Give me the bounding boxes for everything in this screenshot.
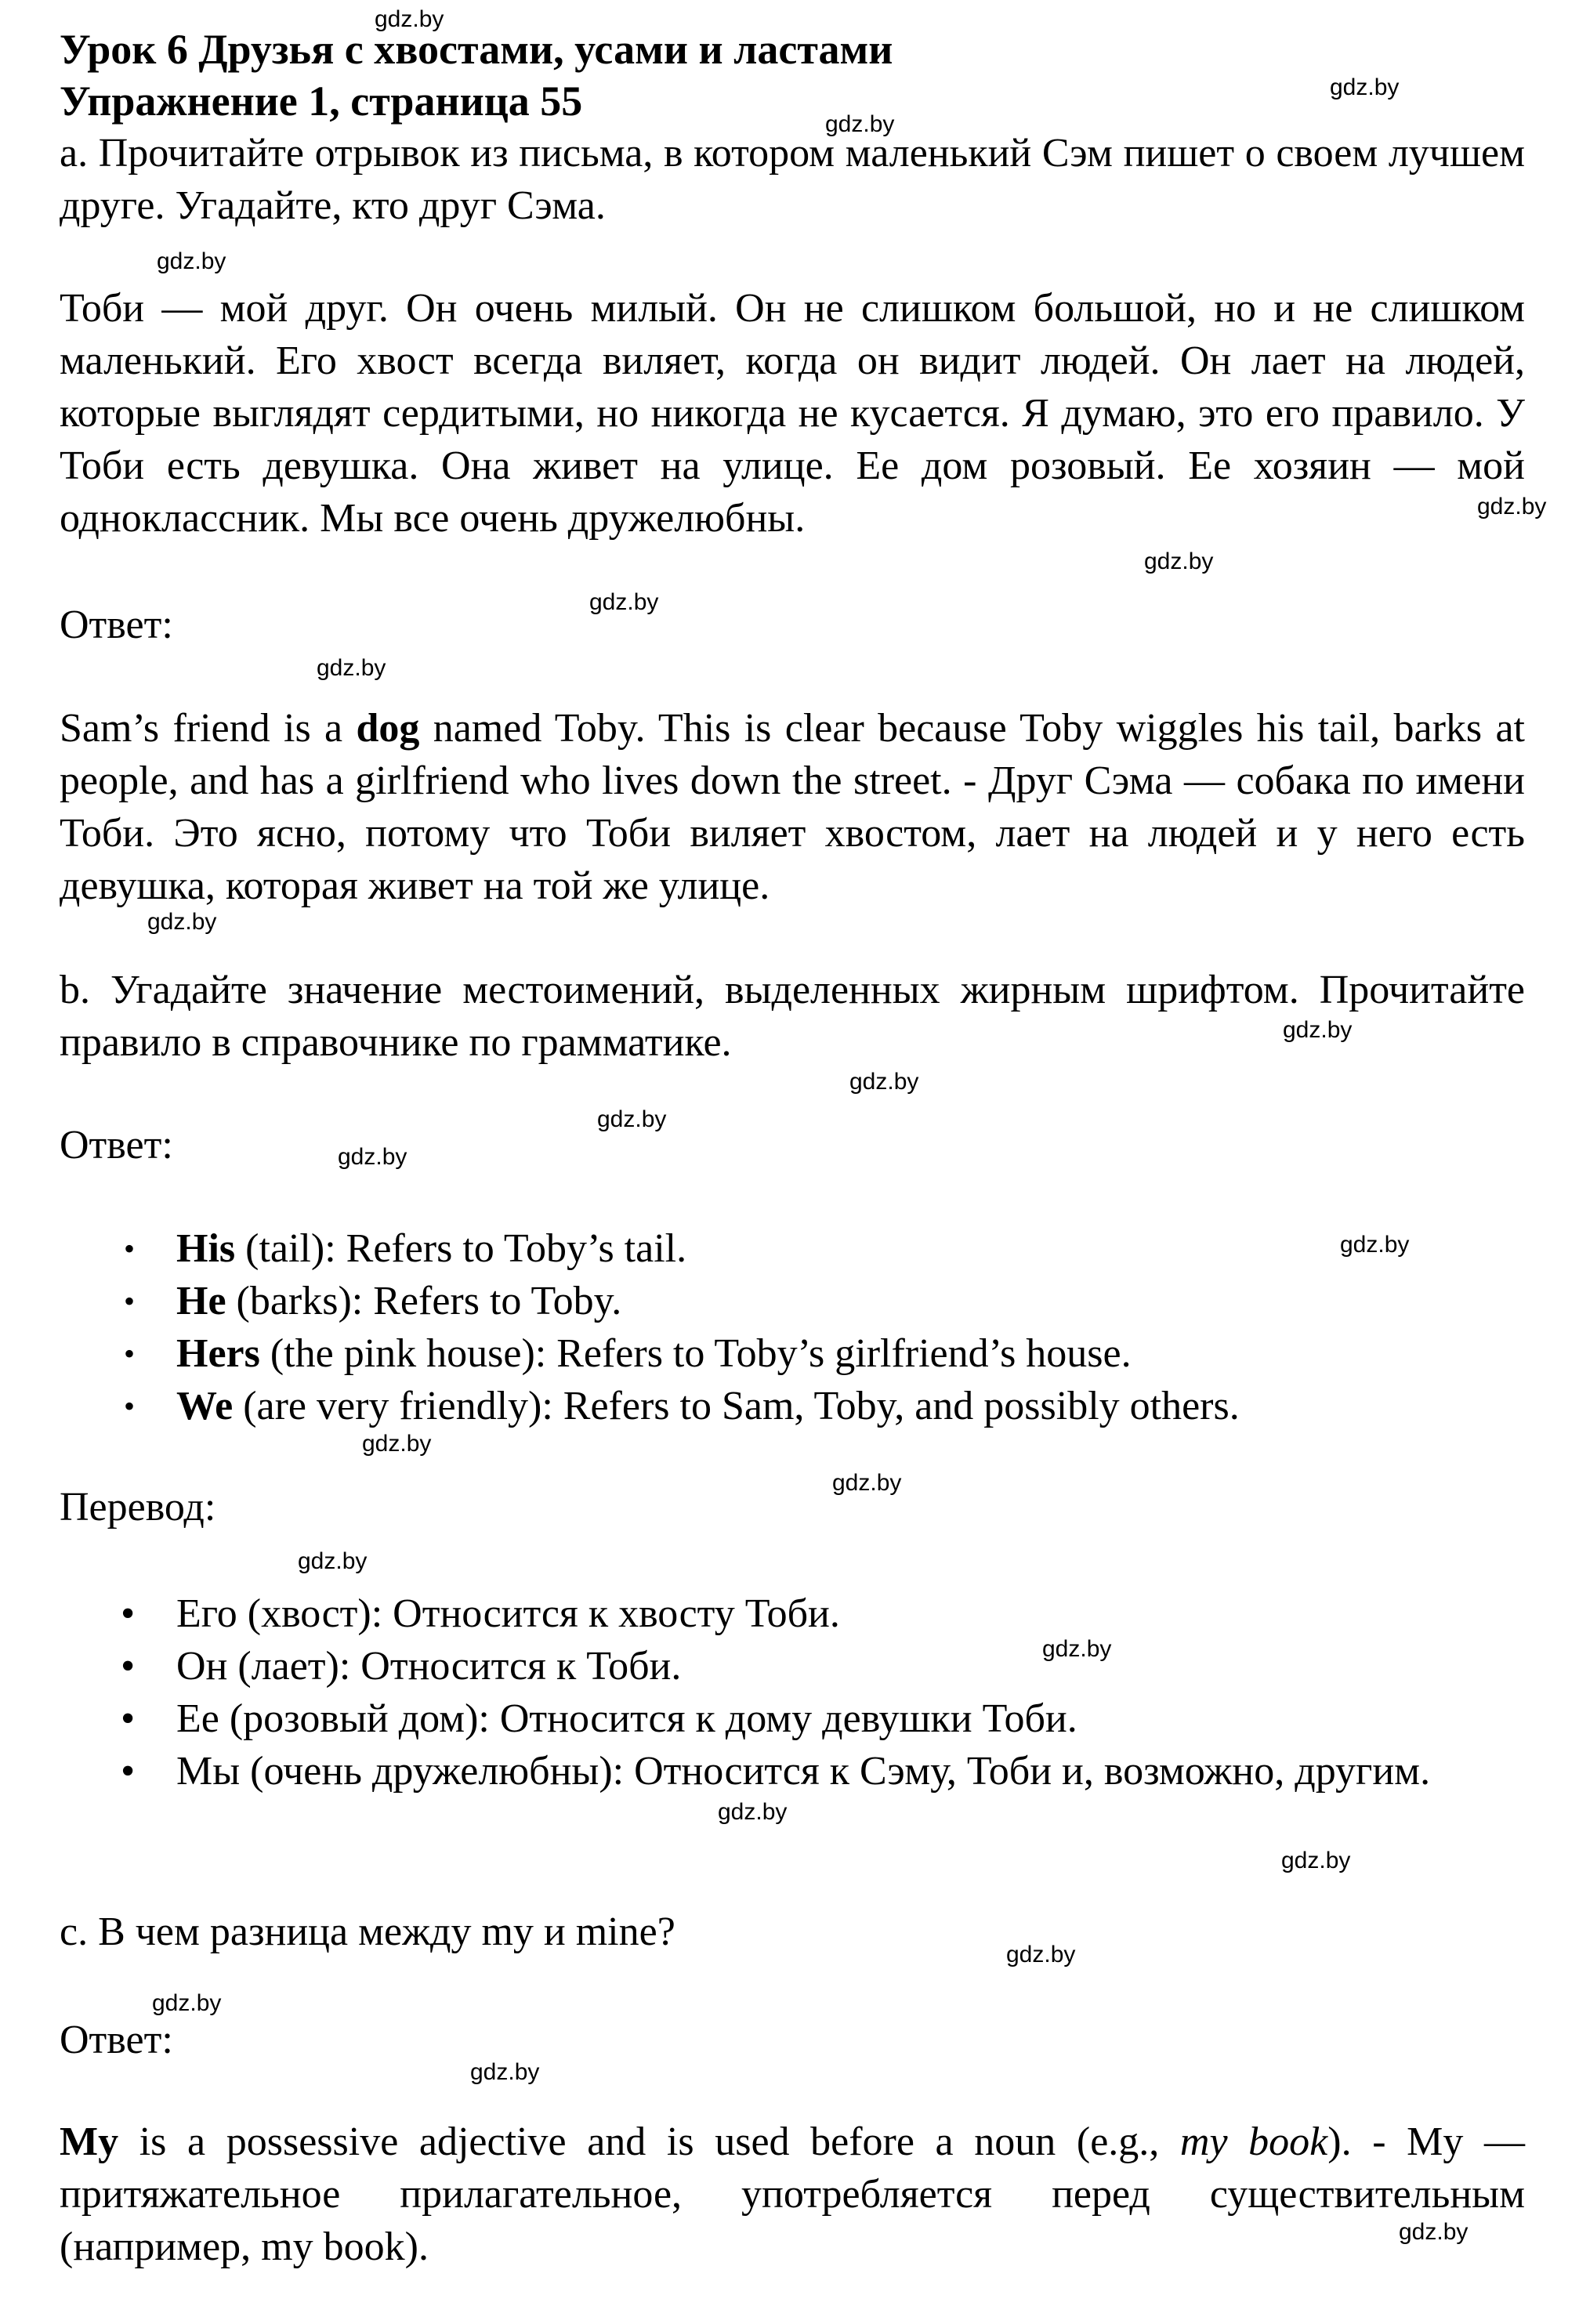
pronoun-list	[60, 1222, 1525, 1432]
list-item	[60, 1380, 1525, 1432]
pronoun-explanation: (barks): Refers to Toby.	[226, 1279, 622, 1323]
task-c-answer	[60, 2116, 1525, 2273]
answer-text: Sam’s friend is a	[60, 706, 357, 751]
task-b-answer-label: Ответ:	[60, 1123, 173, 1167]
pronoun-explanation: (tail): Refers to Toby’s tail.	[235, 1226, 687, 1271]
bullet: •	[124, 1283, 136, 1319]
list-item	[60, 1327, 1525, 1380]
pronoun-term: His	[176, 1226, 236, 1271]
watermark: gdz.by	[1330, 74, 1400, 100]
task-a-prompt: a. Прочитайте отрывок из письма, в котором маленький Сэм пишет о своем лучшем друге. Угадайте, кто друг Сэма.	[60, 131, 1525, 228]
task-a-letter: Тоби — мой друг. Он очень милый. Он не слишком большой, но и не слишком маленький. Его хвост всегда виляет, когда он видит людей. Он лает на людей, которые выглядят сердитыми, но никогда не кусается. Я думаю, это его правило. У Тоби есть девушка. Она живет на улице. Ее дом розовый. Ее хозяин — мой одноклассник. Мы все очень дружелюбны.	[60, 286, 1525, 541]
list-item	[60, 1587, 1525, 1640]
watermark: gdz.by	[1283, 1017, 1353, 1043]
bullet: •	[121, 1696, 136, 1741]
bullet: •	[124, 1388, 136, 1424]
watermark: gdz.by	[1006, 1942, 1076, 1967]
task-c-answer-label: Ответ:	[60, 2018, 173, 2062]
list-item	[60, 1222, 1525, 1275]
bullet: •	[124, 1336, 136, 1371]
pronoun-term: Hers	[176, 1331, 260, 1376]
watermark: gdz.by	[832, 1470, 902, 1496]
translation-text: Ее (розовый дом): Относится к дому девушки Тоби.	[176, 1696, 1077, 1741]
watermark: gdz.by	[298, 1548, 368, 1574]
exercise-title: Упражнение 1, страница 55	[60, 78, 583, 125]
watermark: gdz.by	[362, 1431, 432, 1457]
watermark: gdz.by	[375, 6, 444, 32]
pronoun-term: He	[176, 1279, 226, 1323]
list-item	[60, 1275, 1525, 1327]
watermark: gdz.by	[317, 655, 386, 681]
watermark: gdz.by	[1340, 1232, 1410, 1258]
watermark: gdz.by	[338, 1144, 407, 1170]
translation-text: Он (лает): Относится к Тоби.	[176, 1644, 682, 1689]
pronoun-explanation: (are very friendly): Refers to Sam, Toby, and possibly others.	[233, 1384, 1240, 1428]
answer-keyword: My	[60, 2119, 119, 2164]
task-a-answer-label: Ответ:	[60, 603, 173, 647]
answer-text: ). - My — притяжательное прилагательное, употребляется перед существительным (например, my book).	[60, 2119, 1526, 2269]
task-a-answer	[60, 702, 1525, 912]
bullet: •	[121, 1644, 136, 1689]
answer-text: named Toby. This is clear because Toby wiggles his tail, barks at people, and has a girlfriend who lives down the street. - Друг Сэма — собака по имени Тоби. Это ясно, потому что Тоби виляет хвостом, лает на людей и у него есть девушка, которая живет на той же улице.	[60, 706, 1525, 908]
task-c-prompt: c. В чем разница между my и mine?	[60, 1910, 675, 1954]
answer-example: my book	[1179, 2119, 1328, 2164]
watermark: gdz.by	[157, 248, 226, 274]
answer-text: is a possessive adjective and is used before a noun (e.g.,	[118, 2119, 1180, 2164]
list-item	[60, 1745, 1525, 1797]
pronoun-explanation: (the pink house): Refers to Toby’s girlfriend’s house.	[259, 1331, 1132, 1376]
translation-label: Перевод:	[60, 1485, 216, 1529]
bullet: •	[121, 1749, 136, 1794]
watermark: gdz.by	[825, 111, 895, 137]
pronoun-term: We	[176, 1384, 234, 1428]
bullet: •	[124, 1231, 136, 1266]
task-b-prompt: b. Угадайте значение местоимений, выделенных жирным шрифтом. Прочитайте правило в справочнике по грамматике.	[60, 968, 1525, 1065]
watermark: gdz.by	[1399, 2219, 1469, 2245]
watermark: gdz.by	[152, 1990, 222, 2016]
bullet: •	[121, 1591, 136, 1636]
translation-text: Его (хвост): Относится к хвосту Тоби.	[176, 1591, 840, 1636]
watermark: gdz.by	[718, 1799, 788, 1825]
watermark: gdz.by	[849, 1069, 919, 1095]
watermark: gdz.by	[1477, 494, 1547, 519]
watermark: gdz.by	[597, 1106, 667, 1132]
lesson-title: Урок 6 Друзья с хвостами, усами и ластами	[60, 26, 893, 73]
watermark: gdz.by	[1144, 548, 1214, 574]
answer-keyword: dog	[356, 706, 420, 751]
list-item	[60, 1640, 1525, 1692]
watermark: gdz.by	[589, 589, 659, 615]
translation-list	[60, 1587, 1525, 1797]
watermark: gdz.by	[1281, 1848, 1351, 1873]
translation-text: Мы (очень дружелюбны): Относится к Сэму, Тоби и, возможно, другим.	[176, 1749, 1431, 1794]
watermark: gdz.by	[147, 909, 217, 935]
list-item	[60, 1692, 1525, 1745]
watermark: gdz.by	[470, 2059, 540, 2085]
watermark: gdz.by	[1042, 1636, 1112, 1662]
